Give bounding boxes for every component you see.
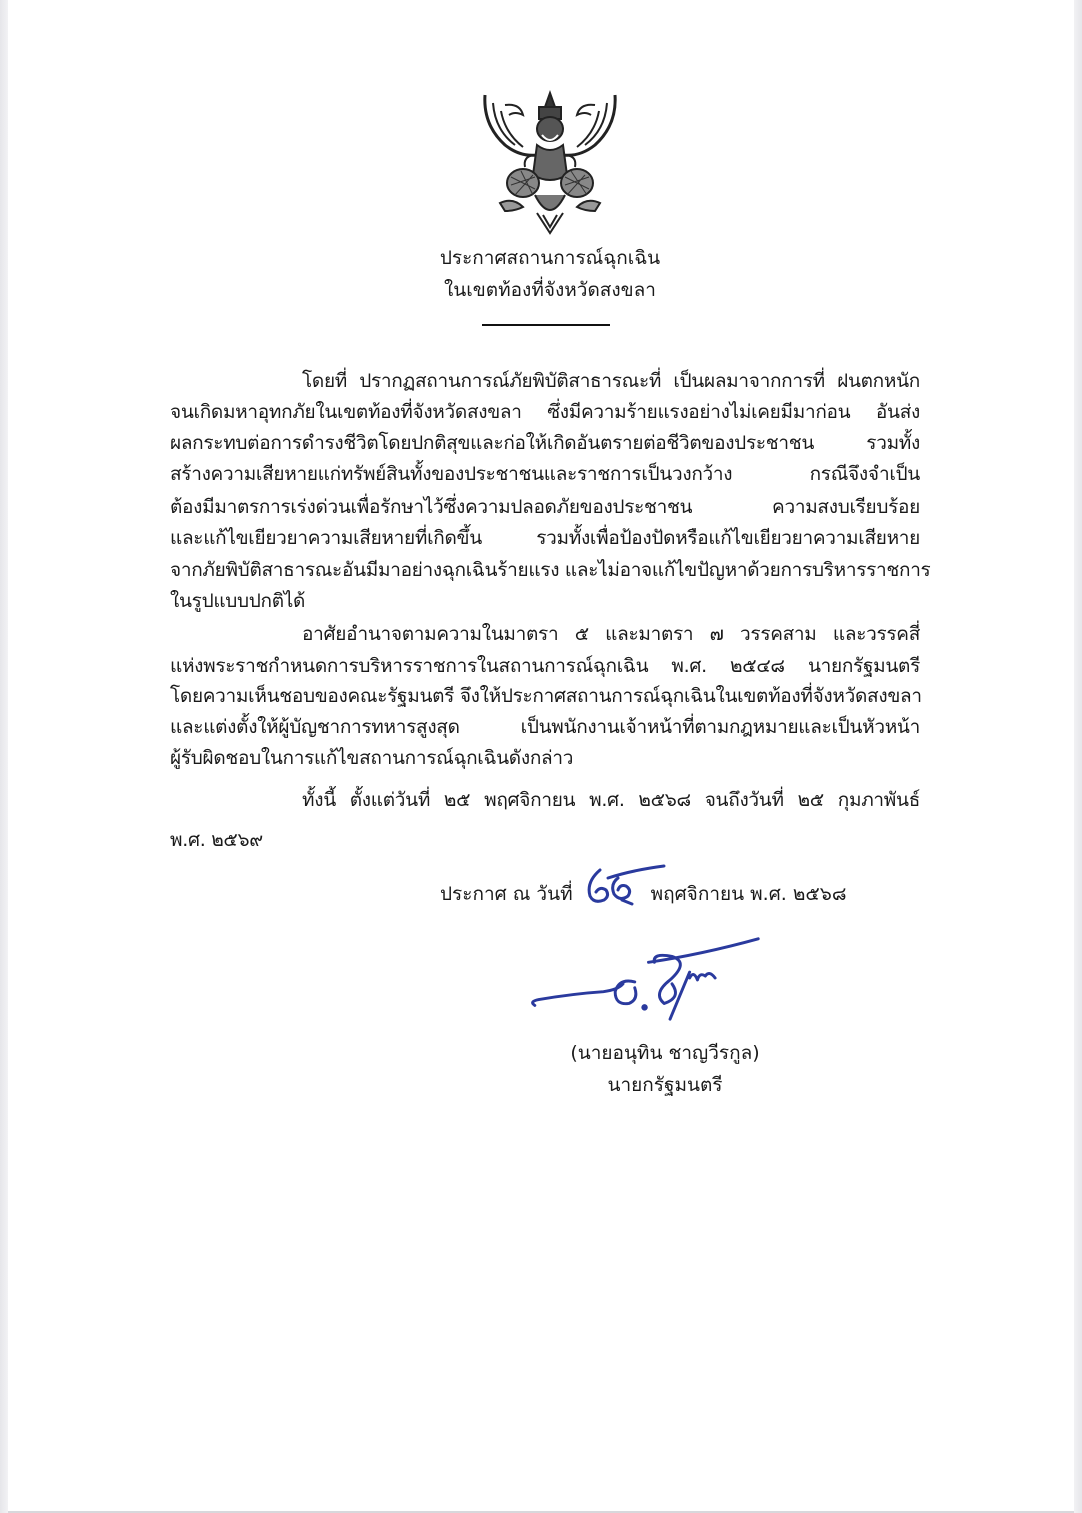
signature-icon: [525, 932, 770, 1022]
paragraph-1-line-1: โดยที่ ปรากฏสถานการณ์ภัยพิบัติสาธารณะที่ เป็นผลมาจากการที่ ฝนตกหนัก: [302, 370, 920, 392]
paragraph-3-line-2: พ.ศ. ๒๕๖๙: [170, 829, 263, 851]
title-divider: [482, 324, 610, 326]
title-line-1: ประกาศสถานการณ์ฉุกเฉิน: [439, 247, 661, 269]
paragraph-2-line-5: ผู้รับผิดชอบในการแก้ไขสถานการณ์ฉุกเฉินดังกล่าว: [170, 747, 574, 769]
garuda-emblem-icon: [475, 85, 625, 235]
paragraph-2-line-3: โดยความเห็นชอบของคณะรัฐมนตรี จึงให้ประกาศสถานการณ์ฉุกเฉินในเขตท้องที่จังหวัดสงขลา: [170, 685, 922, 707]
announcement-prefix: ประกาศ ณ วันที่: [440, 883, 573, 905]
signatory-position: นายกรัฐมนตรี: [607, 1074, 723, 1096]
paragraph-1-line-7: จากภัยพิบัติสาธารณะอันมีมาอย่างฉุกเฉินร้ายแรง และไม่อาจแก้ไขปัญหาด้วยการบริหารราชการ: [170, 559, 931, 581]
handwritten-day-icon: [578, 860, 668, 910]
paragraph-2-line-1: อาศัยอำนาจตามความในมาตรา ๕ และมาตรา ๗ วรรคสาม และวรรคสี่: [302, 623, 920, 645]
paragraph-1-line-8: ในรูปแบบปกติได้: [170, 590, 306, 612]
announcement-suffix: พฤศจิกายน พ.ศ. ๒๕๖๘: [650, 883, 847, 905]
page-edge-right: [1074, 0, 1082, 1513]
signatory-name: (นายอนุทิน ชาญวีรกูล): [570, 1042, 760, 1064]
page-edge-left: [0, 0, 8, 1513]
paragraph-2-line-2: แห่งพระราชกำหนดการบริหารราชการในสถานการณ์ฉุกเฉิน พ.ศ. ๒๕๔๘ นายกรัฐมนตรี: [170, 655, 920, 677]
paragraph-1-line-2: จนเกิดมหาอุทกภัยในเขตท้องที่จังหวัดสงขลา ซึ่งมีความร้ายแรงอย่างไม่เคยมีมาก่อน อันส่ง: [170, 401, 920, 423]
paragraph-3-line-1: ทั้งนี้ ตั้งแต่วันที่ ๒๕ พฤศจิกายน พ.ศ. ๒๕๖๘ จนถึงวันที่ ๒๕ กุมภาพันธ์: [302, 789, 920, 811]
paragraph-1-line-5: ต้องมีมาตรการเร่งด่วนเพื่อรักษาไว้ซึ่งความปลอดภัยของประชาชน ความสงบเรียบร้อย: [170, 496, 920, 518]
title-line-2: ในเขตท้องที่จังหวัดสงขลา: [444, 279, 656, 301]
paragraph-1-line-6: และแก้ไขเยียวยาความเสียหายที่เกิดขึ้น รวมทั้งเพื่อป้องปัดหรือแก้ไขเยียวยาความเสียหาย: [170, 527, 920, 549]
paragraph-2-line-4: และแต่งตั้งให้ผู้บัญชาการทหารสูงสุด เป็นพนักงานเจ้าหน้าที่ตามกฎหมายและเป็นหัวหน้า: [170, 716, 920, 738]
paragraph-1-line-3: ผลกระทบต่อการดำรงชีวิตโดยปกติสุขและก่อให้เกิดอันตรายต่อชีวิตของประชาชน รวมทั้ง: [170, 432, 920, 454]
paragraph-1-line-4: สร้างความเสียหายแก่ทรัพย์สินทั้งของประชาชนและราชการเป็นวงกว้าง กรณีจึงจำเป็น: [170, 463, 920, 485]
